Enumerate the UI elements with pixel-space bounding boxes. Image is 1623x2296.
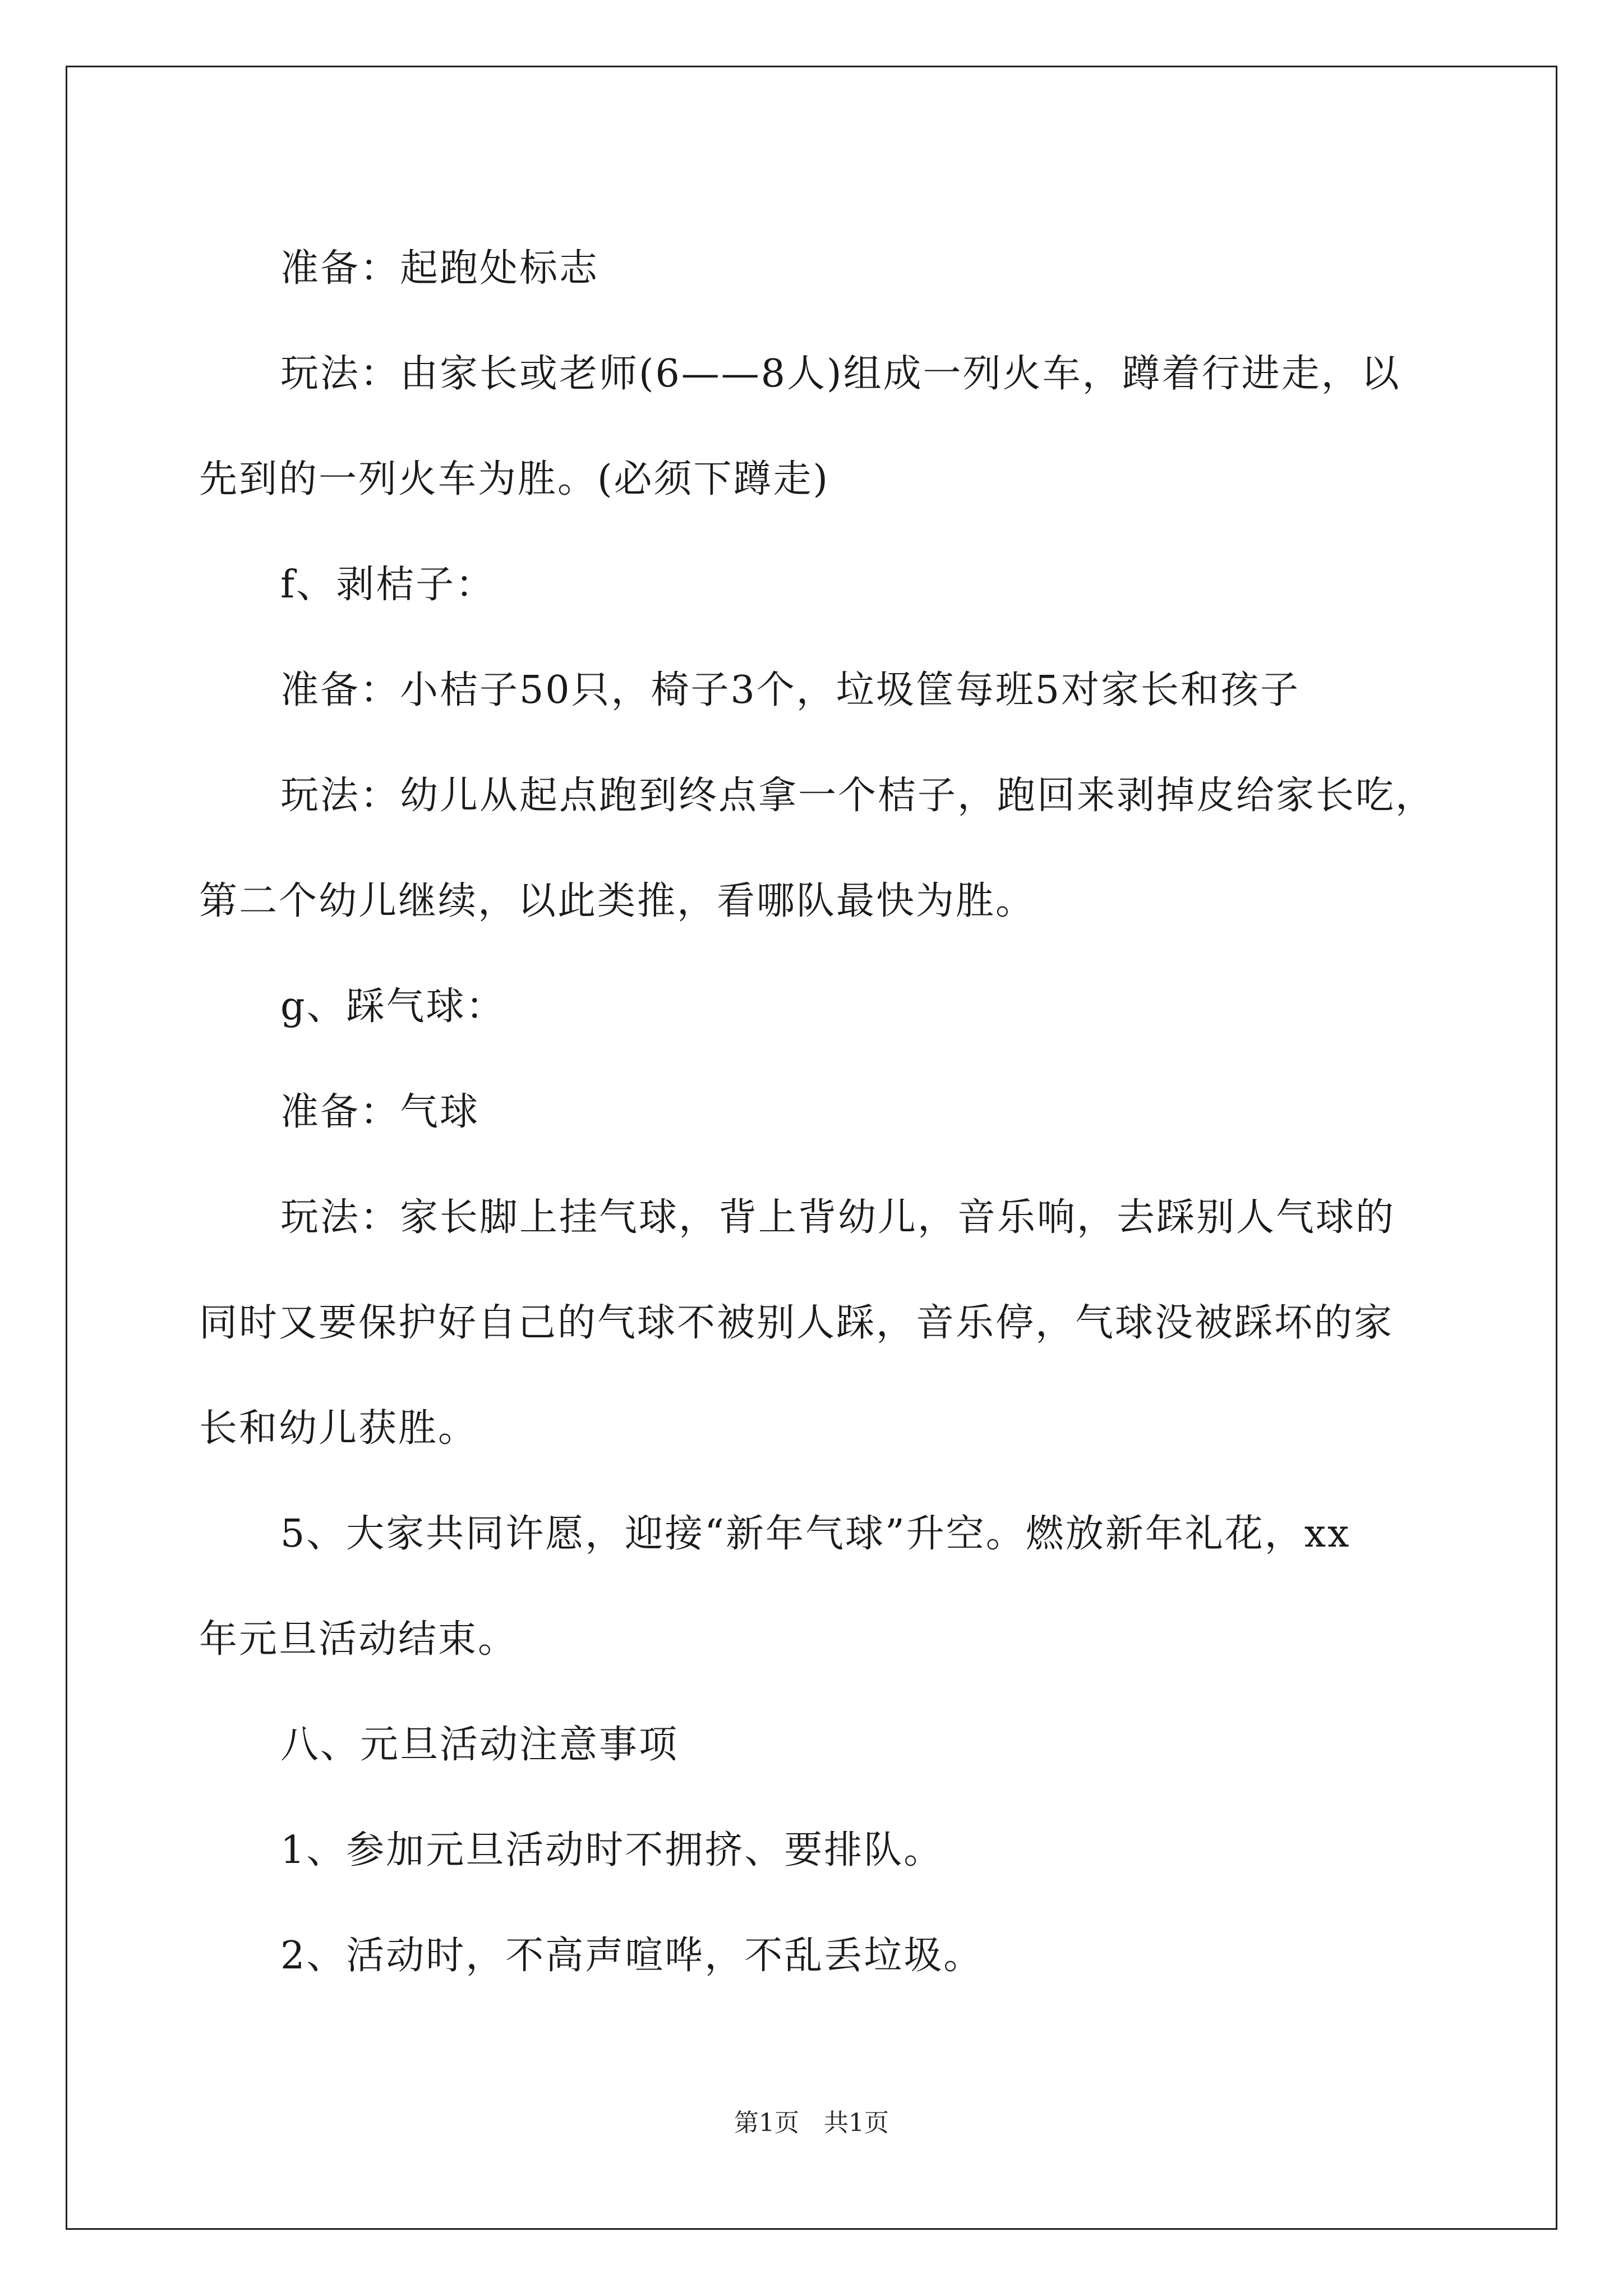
paragraph — [199, 1165, 1467, 1481]
text-line: 5、大家共同许愿，迎接“新年气球”升空。燃放新年礼花，xx — [280, 1512, 1351, 1556]
text-line: 年元旦活动结束。 — [199, 1617, 518, 1662]
document-body — [199, 216, 1467, 2009]
paragraph — [199, 1692, 1467, 1798]
text-line: 1、参加元旦活动时不拥挤、要排队。 — [280, 1828, 944, 1872]
paragraph — [199, 1481, 1467, 1692]
paragraph — [199, 954, 1467, 1060]
page-current: 第1页 — [734, 2109, 799, 2137]
text-line: f、剥桔子： — [280, 563, 496, 607]
paragraph — [199, 216, 1467, 321]
page-total: 共1页 — [824, 2109, 889, 2137]
paragraph — [199, 1060, 1467, 1165]
text-line: 准备：起跑处标志 — [280, 246, 600, 291]
page-footer — [0, 2106, 1623, 2140]
text-line: 同时又要保护好自己的气球不被别人踩，音乐停，气球没被踩坏的家 — [199, 1301, 1394, 1345]
paragraph — [199, 1798, 1467, 1903]
text-line: g、踩气球： — [280, 984, 506, 1029]
paragraph — [199, 532, 1467, 638]
text-line: 第二个幼儿继续，以此类推，看哪队最快为胜。 — [199, 879, 1036, 923]
text-line: 玩法：由家长或老师(6——8人)组成一列火车，蹲着行进走，以 — [280, 352, 1401, 396]
paragraph — [199, 743, 1467, 954]
paragraph — [199, 638, 1467, 743]
text-line: 准备：小桔子50只，椅子3个，垃圾筐每班5对家长和孩子 — [280, 668, 1301, 712]
paragraph — [199, 321, 1467, 532]
text-line: 长和幼儿获胜。 — [199, 1406, 478, 1451]
text-line: 玩法：家长脚上挂气球，背上背幼儿，音乐响，去踩别人气球的 — [280, 1195, 1396, 1240]
text-line: 先到的一列火车为胜。(必须下蹲走) — [199, 457, 830, 501]
paragraph — [199, 1903, 1467, 2009]
text-line: 2、活动时，不高声喧哗，不乱丢垃圾。 — [280, 1934, 984, 1978]
text-line: 准备：气球 — [280, 1090, 480, 1134]
text-line: 八、元旦活动注意事项 — [280, 1723, 679, 1767]
text-line: 玩法：幼儿从起点跑到终点拿一个桔子，跑回来剥掉皮给家长吃， — [280, 774, 1436, 818]
